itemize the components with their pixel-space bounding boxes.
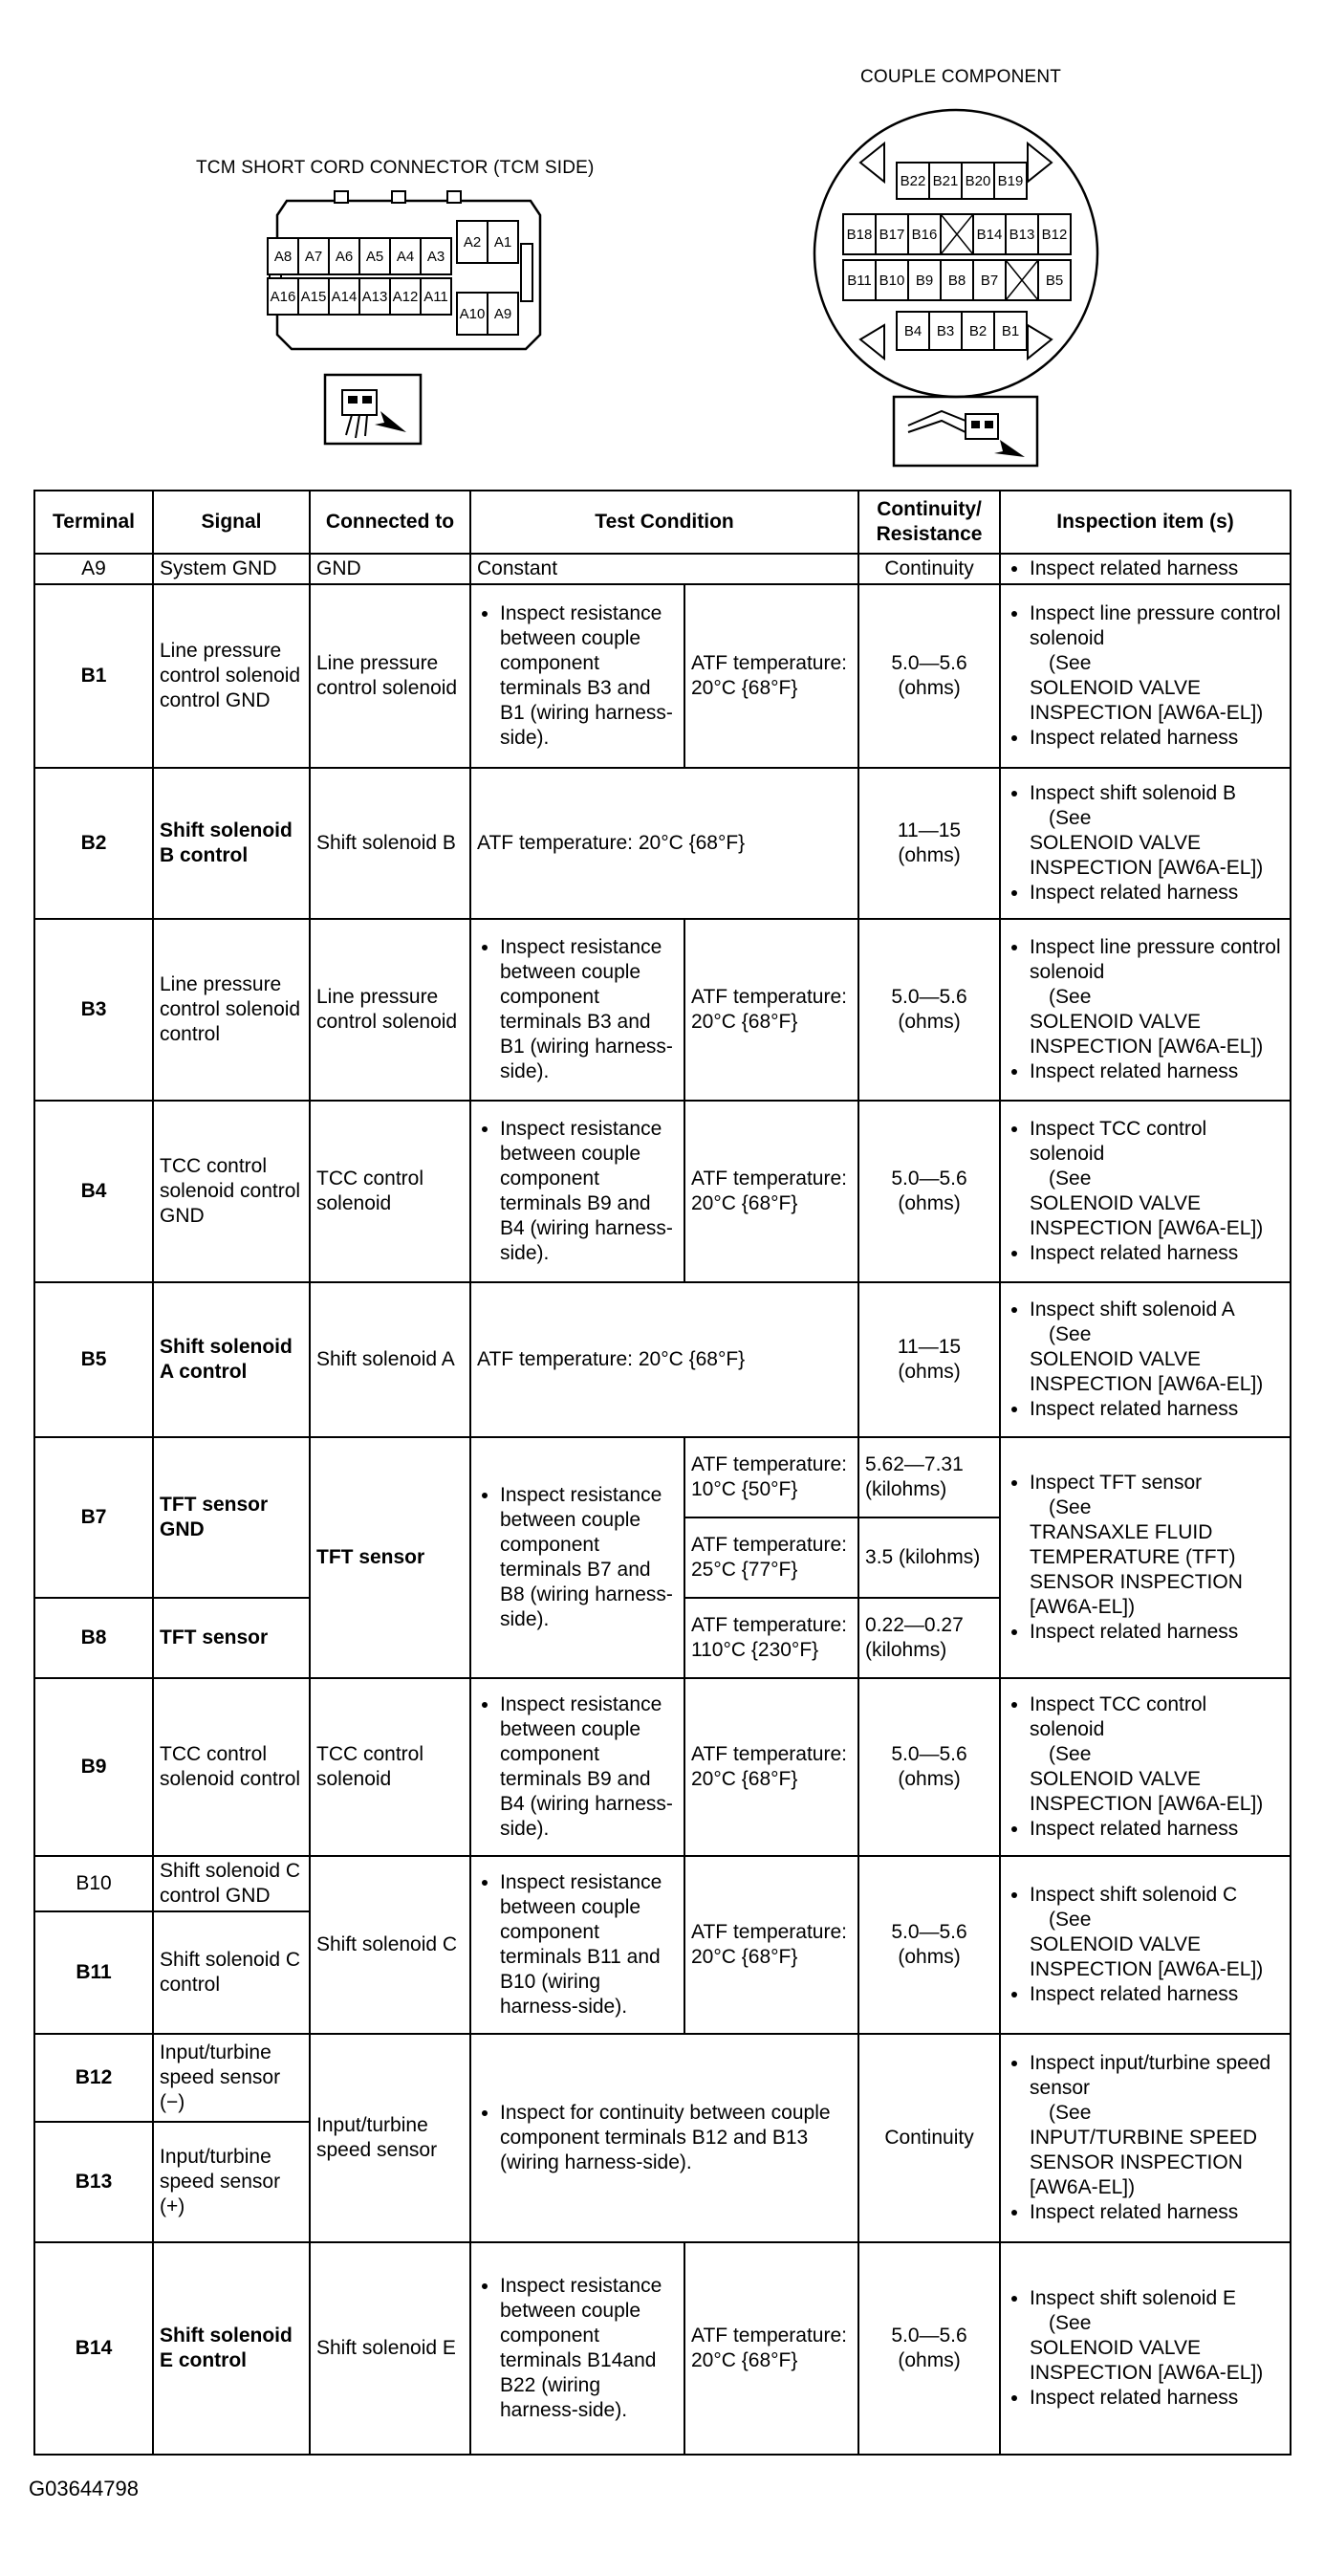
atf-temp-cell: ATF temperature: 20°C {68°F} — [684, 584, 858, 768]
resistance-cell: 11—15 (ohms) — [858, 768, 1000, 919]
connected-cell: Shift solenoid A — [310, 1282, 470, 1437]
signal-cell: Shift solenoid A control — [153, 1282, 310, 1437]
header-row — [34, 491, 1291, 554]
resistance-cell: 0.22—0.27 (kilohms) — [858, 1598, 1000, 1678]
terminal-cell: B13 — [34, 2122, 153, 2242]
pin-label: B3 — [936, 322, 955, 339]
inspection-cell: • Inspect related harness — [1000, 554, 1291, 584]
inspection-cell: • Inspect TCC control solenoid (See SOLENOID VALVE INSPECTION [AW6A-EL]) • Inspect related harness — [1000, 1678, 1291, 1856]
signal-cell: TFT sensor — [153, 1598, 310, 1678]
tcm-connector-caption: TCM SHORT CORD CONNECTOR (TCM SIDE) — [196, 158, 595, 178]
inspection-cell: • Inspect line pressure control solenoid (See SOLENOID VALVE INSPECTION [AW6A-EL]) • Inspect related harness — [1000, 584, 1291, 768]
pin-label: B21 — [932, 172, 959, 189]
pin-label: B1 — [1001, 322, 1020, 339]
resistance-cell: 3.5 (kilohms) — [858, 1517, 1000, 1598]
inspection-cell: • Inspect shift solenoid A (See SOLENOID VALVE INSPECTION [AW6A-EL]) • Inspect related harness — [1000, 1282, 1291, 1437]
connected-cell: GND — [310, 554, 470, 584]
header-inspection: Inspection item (s) — [1000, 491, 1291, 554]
pin-label: A16 — [270, 288, 296, 305]
table-row — [34, 768, 1291, 919]
pin-label: B16 — [911, 226, 938, 243]
terminal-cell: B9 — [34, 1678, 153, 1856]
pin-label: A13 — [361, 288, 388, 305]
signal-cell: Input/turbine speed sensor (−) — [153, 2034, 310, 2122]
pin-label: A11 — [423, 288, 448, 305]
connected-cell: TCC control solenoid — [310, 1678, 470, 1856]
resistance-cell: 5.0—5.6 (ohms) — [858, 2242, 1000, 2455]
pin-label: B10 — [879, 272, 905, 289]
connected-cell: Shift solenoid B — [310, 768, 470, 919]
table-row — [34, 584, 1291, 768]
pin-label: B4 — [903, 322, 922, 339]
pin-label: A10 — [459, 305, 486, 322]
pin-label: A1 — [493, 233, 512, 251]
connected-cell: Shift solenoid E — [310, 2242, 470, 2455]
test-condition-cell: • Inspect resistance between couple component terminals B9 and B4 (wiring harness-side). — [470, 1678, 684, 1856]
resistance-cell: 5.0—5.6 (ohms) — [858, 1101, 1000, 1282]
atf-temp-cell: ATF temperature: 20°C {68°F} — [684, 2242, 858, 2455]
pin-label: A14 — [331, 288, 358, 305]
test-condition-cell: • Inspect resistance between couple component terminals B3 and B1 (wiring harness-side). — [470, 919, 684, 1101]
signal-cell: Shift solenoid B control — [153, 768, 310, 919]
resistance-cell: Continuity — [858, 554, 1000, 584]
test-condition-cell: Constant — [470, 554, 858, 584]
pin-label: B11 — [847, 272, 872, 289]
table-row — [34, 2034, 1291, 2122]
pin-label: B9 — [915, 272, 934, 289]
atf-temp-cell: ATF temperature: 20°C {68°F} — [684, 1856, 858, 2034]
connected-cell: Input/turbine speed sensor — [310, 2034, 470, 2242]
table-row — [34, 1856, 1291, 1911]
signal-cell: Line pressure control solenoid control — [153, 919, 310, 1101]
pin-label: B18 — [846, 226, 873, 243]
connector-diagrams — [0, 0, 1324, 478]
connected-cell: TCC control solenoid — [310, 1101, 470, 1282]
tcm-view-icon — [325, 375, 421, 444]
pin-label: A4 — [396, 248, 415, 265]
table-row — [34, 1437, 1291, 1517]
resistance-cell: 5.0—5.6 (ohms) — [858, 919, 1000, 1101]
signal-cell: Shift solenoid C control — [153, 1911, 310, 2034]
signal-cell: Line pressure control solenoid control GND — [153, 584, 310, 768]
resistance-cell: Continuity — [858, 2034, 1000, 2242]
table-row — [34, 1678, 1291, 1856]
tcm-connector — [268, 191, 540, 349]
pin-label: B19 — [997, 172, 1024, 189]
atf-temp-cell: ATF temperature: 20°C {68°F} — [684, 1101, 858, 1282]
signal-cell: Shift solenoid E control — [153, 2242, 310, 2455]
pin-label: B20 — [965, 172, 991, 189]
terminal-cell: B12 — [34, 2034, 153, 2122]
table-row — [34, 919, 1291, 1101]
test-condition-cell: • Inspect resistance between couple component terminals B7 and B8 (wiring harness-side). — [470, 1437, 684, 1678]
terminal-cell: B2 — [34, 768, 153, 919]
atf-temp-cell: ATF temperature: 25°C {77°F} — [684, 1517, 858, 1598]
signal-cell: TCC control solenoid control GND — [153, 1101, 310, 1282]
table-row — [34, 554, 1291, 584]
couple-component-connector — [814, 110, 1097, 397]
inspection-cell: • Inspect input/turbine speed sensor (See INPUT/TURBINE SPEED SENSOR INSPECTION [AW6A-EL]) • Inspect related harness — [1000, 2034, 1291, 2242]
test-condition-cell: • Inspect resistance between couple component terminals B3 and B1 (wiring harness-side). — [470, 584, 684, 768]
pin-label: B8 — [947, 272, 966, 289]
pin-label: A6 — [335, 248, 354, 265]
pin-label: B13 — [1009, 226, 1035, 243]
pin-label: B7 — [980, 272, 999, 289]
header-continuity: Continuity/ Resistance — [858, 491, 1000, 554]
pin-label: A9 — [493, 305, 512, 322]
pin-label: A12 — [392, 288, 419, 305]
atf-temp-cell: ATF temperature: 110°C {230°F} — [684, 1598, 858, 1678]
atf-temp-cell: ATF temperature: 20°C {68°F} — [684, 919, 858, 1101]
pin-label: B22 — [900, 172, 926, 189]
inspection-cell: • Inspect shift solenoid E (See SOLENOID VALVE INSPECTION [AW6A-EL]) • Inspect related harness — [1000, 2242, 1291, 2455]
inspection-cell: • Inspect TCC control solenoid (See SOLENOID VALVE INSPECTION [AW6A-EL]) • Inspect related harness — [1000, 1101, 1291, 1282]
inspection-cell: • Inspect line pressure control solenoid (See SOLENOID VALVE INSPECTION [AW6A-EL]) • Inspect related harness — [1000, 919, 1291, 1101]
connected-cell: TFT sensor — [310, 1437, 470, 1678]
pin-label: A5 — [365, 248, 384, 265]
test-condition-cell: • Inspect for continuity between couple component terminals B12 and B13 (wiring harness-side). — [470, 2034, 858, 2242]
connected-cell: Line pressure control solenoid — [310, 584, 470, 768]
table-row — [34, 1101, 1291, 1282]
pin-label: B17 — [879, 226, 905, 243]
atf-temp-cell: ATF temperature: 20°C {68°F} — [684, 1678, 858, 1856]
table-row — [34, 2242, 1291, 2455]
terminal-cell: B1 — [34, 584, 153, 768]
header-terminal: Terminal — [34, 491, 153, 554]
pin-label: B5 — [1045, 272, 1064, 289]
inspection-cell: • Inspect shift solenoid C (See SOLENOID VALVE INSPECTION [AW6A-EL]) • Inspect related harness — [1000, 1856, 1291, 2034]
signal-cell: TFT sensor GND — [153, 1437, 310, 1598]
resistance-cell: 5.0—5.6 (ohms) — [858, 1856, 1000, 2034]
terminal-cell: B10 — [34, 1856, 153, 1911]
atf-temp-cell: ATF temperature: 10°C {50°F} — [684, 1437, 858, 1517]
pin-label: B12 — [1041, 226, 1068, 243]
figure-code: G03644798 — [29, 2477, 139, 2500]
terminal-cell: B8 — [34, 1598, 153, 1678]
pin-label: B2 — [968, 322, 988, 339]
couple-view-icon — [894, 397, 1037, 466]
terminal-cell: A9 — [34, 554, 153, 584]
test-condition-cell: ATF temperature: 20°C {68°F} — [470, 768, 858, 919]
inspection-cell: • Inspect TFT sensor (See TRANSAXLE FLUID TEMPERATURE (TFT) SENSOR INSPECTION [AW6A-EL]) • Inspect related harness — [1000, 1437, 1291, 1678]
pin-label: B14 — [976, 226, 1003, 243]
connected-cell: Line pressure control solenoid — [310, 919, 470, 1101]
resistance-cell: 5.0—5.6 (ohms) — [858, 584, 1000, 768]
terminal-cell: B3 — [34, 919, 153, 1101]
test-condition-cell: • Inspect resistance between couple component terminals B14and B22 (wiring harness-side). — [470, 2242, 684, 2455]
test-condition-cell: • Inspect resistance between couple component terminals B9 and B4 (wiring harness-side). — [470, 1101, 684, 1282]
resistance-cell: 5.0—5.6 (ohms) — [858, 1678, 1000, 1856]
header-signal: Signal — [153, 491, 310, 554]
terminal-cell: B4 — [34, 1101, 153, 1282]
connected-cell: Shift solenoid C — [310, 1856, 470, 2034]
pin-label: A2 — [463, 233, 482, 251]
signal-cell: TCC control solenoid control — [153, 1678, 310, 1856]
pin-label: A8 — [273, 248, 293, 265]
test-condition-cell: ATF temperature: 20°C {68°F} — [470, 1282, 858, 1437]
header-connected-to: Connected to — [310, 491, 470, 554]
resistance-cell: 11—15 (ohms) — [858, 1282, 1000, 1437]
table-row — [34, 1282, 1291, 1437]
signal-cell: Shift solenoid C control GND — [153, 1856, 310, 1911]
pin-label: A15 — [300, 288, 327, 305]
inspection-cell: • Inspect shift solenoid B (See SOLENOID VALVE INSPECTION [AW6A-EL]) • Inspect related harness — [1000, 768, 1291, 919]
signal-cell: Input/turbine speed sensor (+) — [153, 2122, 310, 2242]
pin-label: A3 — [426, 248, 445, 265]
header-test-condition: Test Condition — [470, 491, 858, 554]
test-condition-cell: • Inspect resistance between couple component terminals B11 and B10 (wiring harness-side). — [470, 1856, 684, 2034]
resistance-cell: 5.62—7.31 (kilohms) — [858, 1437, 1000, 1517]
terminal-cell: B11 — [34, 1911, 153, 2034]
terminal-inspection-table — [33, 490, 1291, 2456]
terminal-cell: B5 — [34, 1282, 153, 1437]
couple-component-caption: COUPLE COMPONENT — [860, 67, 1062, 87]
pin-label: A7 — [304, 248, 323, 265]
signal-cell: System GND — [153, 554, 310, 584]
terminal-cell: B7 — [34, 1437, 153, 1598]
terminal-cell: B14 — [34, 2242, 153, 2455]
